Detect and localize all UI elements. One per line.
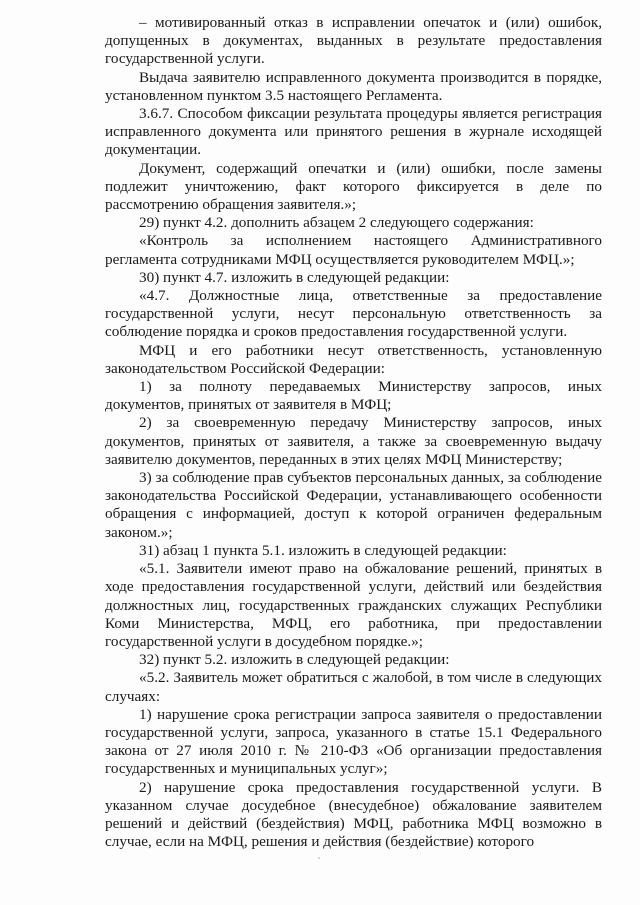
paragraph: «4.7. Должностные лица, ответственные за предоставление государственной услуги, несут персональную ответственность за соблюдение порядка и сроков предоставления государственной услуги. <box>105 287 602 341</box>
paragraph: 30) пункт 4.7. изложить в следующей редакции: <box>139 268 450 286</box>
paragraph: 2) нарушение срока предоставления государственной услуги. В указанном случае досудебное (внесудебное) обжалование заявителем решений и действий (бездействия) МФЦ, работника МФЦ возможно в случае, если на МФЦ, решения и действия (бездействие) которого <box>105 778 602 851</box>
paragraph: 3.6.7. Способом фиксации результата процедуры является регистрация исправленного документа или принятого решения в журнале исходящей документации. <box>105 105 602 159</box>
paragraph: «5.1. Заявители имеют право на обжалование решений, принятых в ходе предоставления государственной услуги, действий или бездействия должностных лиц, государственных гражданских служащих Республики Коми Министерства, МФЦ, его работника, при предоставлении государственной услуги в досудебном порядке.»; <box>105 560 602 650</box>
paragraph: 3) за соблюдение прав субъектов персональных данных, за соблюдение законодательства Российской Федерации, устанавливающего особенности обращения с информацией, доступ к которой ограничен федеральным законом.»; <box>105 469 602 541</box>
paragraph: «Контроль за исполнением настоящего Административного регламента сотрудниками МФЦ осуществляется руководителем МФЦ.»; <box>105 232 602 268</box>
paragraph: 29) пункт 4.2. дополнить абзацем 2 следующего содержания: <box>139 214 534 232</box>
paragraph: Выдача заявителю исправленного документа производится в порядке, установленном пунктом 3.5 настоящего Регламента. <box>105 68 602 104</box>
paragraph: 32) пункт 5.2. изложить в следующей редакции: <box>139 651 450 669</box>
paragraph: 31) абзац 1 пункта 5.1. изложить в следующей редакции: <box>139 541 507 559</box>
paragraph: 1) нарушение срока регистрации запроса заявителя о предоставлении государственной услуги, запроса, указанного в статье 15.1 Федерального закона от 27 июля 2010 г. № 210-ФЗ «Об организации предоставления государственных и муниципальных услуг»; <box>105 705 602 778</box>
paragraph: «5.2. Заявитель может обратиться с жалобой, в том числе в следующих случаях: <box>105 669 602 705</box>
paragraph: 2) за своевременную передачу Министерству запросов, иных документов, принятых от заявителя, а также за своевременную выдачу заявителю документов, переданных в этих целях МФЦ Министерству; <box>105 414 602 468</box>
document-body <box>105 14 602 851</box>
paragraph: Документ, содержащий опечатки и (или) ошибки, после замены подлежит уничтожению, факт которого фиксируется в деле по рассмотрению обращения заявителя.»; <box>105 159 602 214</box>
paragraph: МФЦ и его работники несут ответственность, установленную законодательством Российской Федерации: <box>105 341 602 377</box>
paragraph: 1) за полноту передаваемых Министерству запросов, иных документов, принятых от заявителя в МФЦ; <box>105 378 602 414</box>
paragraph: – мотивированный отказ в исправлении опечаток и (или) ошибок, допущенных в документах, выданных в результате предоставления государственной услуги. <box>105 14 602 68</box>
scan-speck <box>318 857 320 859</box>
